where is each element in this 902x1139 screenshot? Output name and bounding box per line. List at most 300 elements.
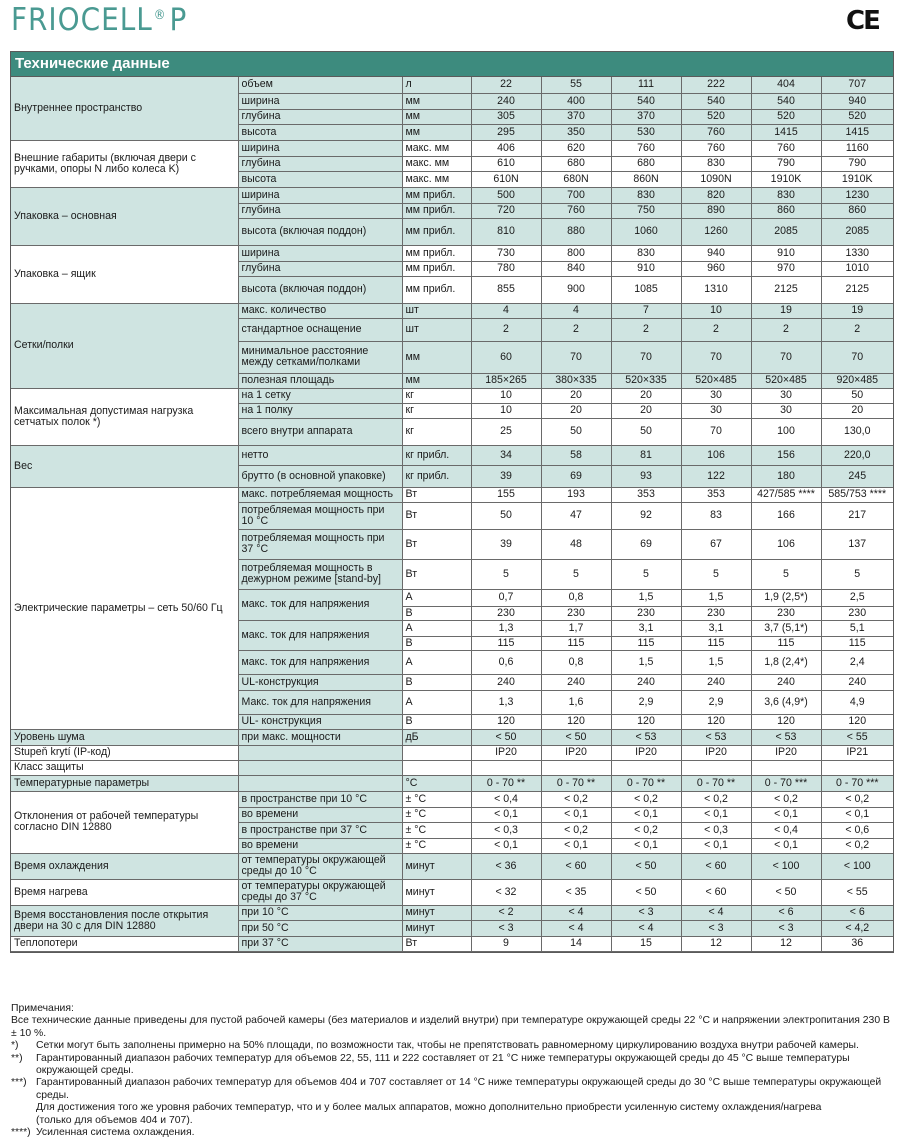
value-cell: < 3 [471, 920, 541, 936]
group-label: Вес [11, 445, 238, 487]
value-cell: < 60 [541, 853, 611, 879]
value-cell: 750 [611, 203, 681, 218]
value-cell: 0 - 70 *** [751, 775, 821, 791]
value-cell: 120 [471, 714, 541, 729]
value-cell: 70 [541, 341, 611, 373]
brand-logo [11, 2, 187, 38]
param-cell: глубина [238, 203, 402, 218]
value-cell: 0 - 70 *** [821, 775, 893, 791]
note-text: Все технические данные приведены для пустой рабочей камеры (без материалов и изделий внутри) при температуре окружающей среды 22 °C и напряжении электропитания 230 В ± 10 %. [11, 1015, 890, 1039]
value-cell: 122 [681, 465, 751, 487]
value-cell: 50 [821, 388, 893, 403]
value-cell: 353 [681, 487, 751, 502]
value-cell: 2 [821, 318, 893, 341]
value-cell: 427/585 **** [751, 487, 821, 502]
value-cell: 230 [751, 606, 821, 620]
note-line [11, 1015, 896, 1040]
param-cell: UL- конструкция [238, 714, 402, 729]
param-cell: макс. ток для напряжения [238, 589, 402, 620]
param-cell: брутто (в основной упаковке) [238, 465, 402, 487]
value-cell: 940 [821, 93, 893, 109]
value-cell: < 0,1 [611, 838, 681, 853]
value-cell: 0,6 [471, 650, 541, 674]
unit-cell: минут [402, 920, 471, 936]
value-cell: < 53 [611, 729, 681, 745]
param-cell: при 37 °C [238, 936, 402, 951]
value-cell: 295 [471, 124, 541, 140]
unit-cell: кг [402, 388, 471, 403]
value-cell: 1,5 [611, 589, 681, 606]
notes-section [11, 1003, 896, 1139]
value-cell: 222 [681, 77, 751, 93]
value-cell: 115 [821, 636, 893, 650]
group-label: Stupeň krytí (IP-код) [11, 745, 238, 760]
param-cell: всего внутри аппарата [238, 418, 402, 445]
param-cell: стандартное оснащение [238, 318, 402, 341]
param-cell: глубина [238, 156, 402, 171]
value-cell: 220,0 [821, 445, 893, 465]
unit-cell: ± °C [402, 822, 471, 838]
table-body [11, 77, 893, 951]
table-row [11, 303, 893, 318]
value-cell: IP20 [751, 745, 821, 760]
value-cell: 910 [611, 261, 681, 276]
value-cell: 1415 [751, 124, 821, 140]
value-cell: 1,6 [541, 690, 611, 714]
value-cell: 800 [541, 245, 611, 261]
value-cell: 1,8 (2,4*) [751, 650, 821, 674]
value-cell: 240 [541, 674, 611, 690]
value-cell: 790 [751, 156, 821, 171]
unit-cell: мм прибл. [402, 245, 471, 261]
tech-data-table [11, 77, 893, 952]
value-cell: 760 [751, 140, 821, 156]
value-cell: 240 [751, 674, 821, 690]
value-cell: 14 [541, 936, 611, 951]
group-label: Температурные параметры [11, 775, 238, 791]
value-cell: < 4 [681, 905, 751, 920]
value-cell: 1230 [821, 187, 893, 203]
table-row [11, 905, 893, 920]
table-row [11, 853, 893, 879]
value-cell: 3,1 [611, 620, 681, 636]
note-line [11, 1115, 896, 1127]
value-cell: 240 [471, 674, 541, 690]
note-text: (только для объемов 404 и 707). [36, 1114, 193, 1126]
value-cell: 120 [681, 714, 751, 729]
note-text: Для достижения того же уровня рабочих температур, что и у более малых аппаратов, можно дополнительно приобрести усиленную систему охлаждения/нагрева [36, 1102, 822, 1114]
unit-cell: A [402, 620, 471, 636]
value-cell: 2125 [751, 276, 821, 303]
value-cell: < 0,4 [751, 822, 821, 838]
unit-cell: ± °C [402, 807, 471, 822]
value-cell: 69 [541, 465, 611, 487]
unit-cell: Вт [402, 559, 471, 589]
value-cell: 120 [821, 714, 893, 729]
value-cell: < 4,2 [821, 920, 893, 936]
note-marker: ***) [11, 1077, 27, 1089]
unit-cell: л [402, 77, 471, 93]
unit-cell: Вт [402, 487, 471, 502]
value-cell: IP20 [471, 745, 541, 760]
value-cell: < 3 [611, 905, 681, 920]
value-cell: 115 [611, 636, 681, 650]
value-cell: 156 [751, 445, 821, 465]
value-cell: 890 [681, 203, 751, 218]
value-cell: 1260 [681, 218, 751, 245]
value-cell: 350 [541, 124, 611, 140]
group-label: Теплопотери [11, 936, 238, 951]
notes-heading: Примечания: [11, 1003, 74, 1014]
value-cell: 5,1 [821, 620, 893, 636]
value-cell: 30 [751, 403, 821, 418]
value-cell: < 0,2 [821, 791, 893, 807]
unit-cell: мм [402, 373, 471, 388]
value-cell: < 0,1 [751, 807, 821, 822]
param-cell: во времени [238, 807, 402, 822]
value-cell: 520×335 [611, 373, 681, 388]
value-cell: 2085 [821, 218, 893, 245]
value-cell: 4 [541, 303, 611, 318]
value-cell: 1910K [751, 171, 821, 187]
param-cell: потребляемая мощность при 10 °C [238, 502, 402, 529]
value-cell: < 0,2 [611, 822, 681, 838]
value-cell: 3,7 (5,1*) [751, 620, 821, 636]
param-cell: от температуры окружающей среды до 10 °C [238, 853, 402, 879]
unit-cell: макс. мм [402, 171, 471, 187]
value-cell: 70 [821, 341, 893, 373]
value-cell: 2,9 [611, 690, 681, 714]
value-cell: < 0,1 [611, 807, 681, 822]
value-cell: 20 [821, 403, 893, 418]
value-cell: < 0,1 [681, 838, 751, 853]
unit-cell: мм [402, 93, 471, 109]
note-marker: **) [11, 1052, 23, 1064]
value-cell: 22 [471, 77, 541, 93]
value-cell: < 32 [471, 879, 541, 905]
group-label: Упаковка – ящик [11, 245, 238, 303]
table-row [11, 245, 893, 261]
table-row [11, 729, 893, 745]
value-cell: 1060 [611, 218, 681, 245]
param-cell: нетто [238, 445, 402, 465]
param-cell: при 50 °C [238, 920, 402, 936]
note-line [11, 1077, 896, 1102]
value-cell [821, 760, 893, 775]
unit-cell: мм прибл. [402, 218, 471, 245]
value-cell: 36 [821, 936, 893, 951]
note-line [11, 1053, 896, 1078]
value-cell: 1090N [681, 171, 751, 187]
unit-cell: минут [402, 879, 471, 905]
value-cell: 70 [681, 341, 751, 373]
value-cell: < 60 [681, 879, 751, 905]
value-cell: 115 [541, 636, 611, 650]
value-cell: < 0,1 [751, 838, 821, 853]
value-cell: 39 [471, 529, 541, 559]
param-cell: макс. ток для напряжения [238, 620, 402, 650]
value-cell: < 100 [821, 853, 893, 879]
value-cell: 620 [541, 140, 611, 156]
section-title: Технические данные [11, 52, 893, 77]
value-cell: 530 [611, 124, 681, 140]
param-cell: высота [238, 171, 402, 187]
unit-cell: В [402, 606, 471, 620]
param-cell [238, 745, 402, 760]
value-cell: < 0,4 [471, 791, 541, 807]
notes-list [11, 1015, 896, 1139]
value-cell: IP20 [611, 745, 681, 760]
value-cell: 1,3 [471, 620, 541, 636]
table-row [11, 187, 893, 203]
value-cell: 520 [751, 109, 821, 124]
value-cell: 5 [681, 559, 751, 589]
value-cell: 1085 [611, 276, 681, 303]
param-cell: макс. потребляемая мощность [238, 487, 402, 502]
unit-cell: A [402, 690, 471, 714]
unit-cell: °C [402, 775, 471, 791]
value-cell: 406 [471, 140, 541, 156]
unit-cell: кг [402, 403, 471, 418]
value-cell: 50 [611, 418, 681, 445]
unit-cell: мм прибл. [402, 203, 471, 218]
table-row [11, 77, 893, 93]
value-cell: < 6 [821, 905, 893, 920]
value-cell: 1415 [821, 124, 893, 140]
value-cell: 10 [471, 388, 541, 403]
value-cell: 245 [821, 465, 893, 487]
value-cell: 115 [681, 636, 751, 650]
value-cell: 1910K [821, 171, 893, 187]
value-cell: 106 [751, 529, 821, 559]
unit-cell: мм [402, 124, 471, 140]
value-cell: 610 [471, 156, 541, 171]
value-cell: 840 [541, 261, 611, 276]
value-cell: 520 [681, 109, 751, 124]
value-cell: < 0,1 [681, 807, 751, 822]
value-cell: 1,5 [681, 589, 751, 606]
value-cell [471, 760, 541, 775]
value-cell: 720 [471, 203, 541, 218]
value-cell: < 55 [821, 729, 893, 745]
value-cell: 780 [471, 261, 541, 276]
value-cell: IP21 [821, 745, 893, 760]
note-text: Гарантированный диапазон рабочих температур для объемов 22, 55, 111 и 222 составляет от 21 °C ниже температуры окружающей среды до 45 °C выше температуры окружающей среды. [36, 1052, 850, 1077]
group-label: Уровень шума [11, 729, 238, 745]
table-row [11, 936, 893, 951]
table-row [11, 791, 893, 807]
value-cell: 2 [751, 318, 821, 341]
value-cell: 0,7 [471, 589, 541, 606]
value-cell: 20 [541, 388, 611, 403]
value-cell: 370 [611, 109, 681, 124]
unit-cell: ± °C [402, 838, 471, 853]
value-cell: < 55 [821, 879, 893, 905]
value-cell: 540 [681, 93, 751, 109]
group-label: Сетки/полки [11, 303, 238, 388]
value-cell: 39 [471, 465, 541, 487]
value-cell: < 60 [681, 853, 751, 879]
value-cell: 1,3 [471, 690, 541, 714]
note-text: Сетки могут быть заполнены примерно на 50% площади, по возможности так, чтобы не препятствовать равномерному циркулированию воздуха внутри рабочей камеры. [36, 1040, 859, 1052]
value-cell: 2 [541, 318, 611, 341]
value-cell: 0,8 [541, 589, 611, 606]
value-cell: 70 [611, 341, 681, 373]
value-cell: 30 [751, 388, 821, 403]
value-cell: < 50 [541, 729, 611, 745]
param-cell: глубина [238, 109, 402, 124]
unit-cell: мм [402, 341, 471, 373]
value-cell: 230 [611, 606, 681, 620]
param-cell: высота (включая поддон) [238, 218, 402, 245]
value-cell: 610N [471, 171, 541, 187]
value-cell: < 3 [681, 920, 751, 936]
value-cell: 3,1 [681, 620, 751, 636]
value-cell: 120 [541, 714, 611, 729]
value-cell: 1160 [821, 140, 893, 156]
value-cell: < 50 [751, 879, 821, 905]
unit-cell: минут [402, 905, 471, 920]
param-cell: потребляемая мощность при 37 °C [238, 529, 402, 559]
value-cell: < 2 [471, 905, 541, 920]
value-cell: 20 [611, 403, 681, 418]
value-cell: 12 [681, 936, 751, 951]
unit-cell: A [402, 589, 471, 606]
value-cell: 585/753 **** [821, 487, 893, 502]
value-cell: 400 [541, 93, 611, 109]
value-cell: < 50 [611, 879, 681, 905]
note-indent [11, 1115, 36, 1127]
value-cell [681, 760, 751, 775]
value-cell: 20 [541, 403, 611, 418]
unit-cell: мм прибл. [402, 187, 471, 203]
value-cell: < 0,1 [471, 807, 541, 822]
value-cell: 55 [541, 77, 611, 93]
value-cell: 2,5 [821, 589, 893, 606]
value-cell: 1,9 (2,5*) [751, 589, 821, 606]
value-cell: 305 [471, 109, 541, 124]
value-cell: 830 [681, 156, 751, 171]
value-cell: 193 [541, 487, 611, 502]
value-cell: 30 [681, 388, 751, 403]
param-cell: во времени [238, 838, 402, 853]
value-cell: 5 [611, 559, 681, 589]
param-cell: в пространстве при 10 °C [238, 791, 402, 807]
value-cell: 680 [541, 156, 611, 171]
value-cell: 15 [611, 936, 681, 951]
value-cell: 70 [751, 341, 821, 373]
param-cell [238, 775, 402, 791]
param-cell: минимальное расстояние между сетками/полками [238, 341, 402, 373]
value-cell: 520 [821, 109, 893, 124]
param-cell: UL-конструкция [238, 674, 402, 690]
value-cell: 50 [471, 502, 541, 529]
value-cell: < 0,3 [471, 822, 541, 838]
param-cell: потребляемая мощность в дежурном режиме [stand-by] [238, 559, 402, 589]
value-cell: 12 [751, 936, 821, 951]
unit-cell [402, 760, 471, 775]
table-row [11, 445, 893, 465]
param-cell: макс. количество [238, 303, 402, 318]
value-cell: 940 [681, 245, 751, 261]
value-cell: 240 [471, 93, 541, 109]
note-text: Усиленная система охлаждения. [36, 1127, 195, 1139]
value-cell: 2,9 [681, 690, 751, 714]
value-cell: IP20 [541, 745, 611, 760]
value-cell: 30 [681, 403, 751, 418]
value-cell: 760 [681, 140, 751, 156]
param-cell: объем [238, 77, 402, 93]
value-cell: 7 [611, 303, 681, 318]
value-cell: 120 [611, 714, 681, 729]
unit-cell: шт [402, 318, 471, 341]
value-cell: 520×485 [681, 373, 751, 388]
value-cell: 830 [611, 245, 681, 261]
value-cell: 137 [821, 529, 893, 559]
value-cell: 1,5 [611, 650, 681, 674]
value-cell: < 6 [751, 905, 821, 920]
value-cell: 9 [471, 936, 541, 951]
param-cell: на 1 полку [238, 403, 402, 418]
note-marker: ****) [11, 1127, 31, 1139]
param-cell: в пространстве при 37 °C [238, 822, 402, 838]
unit-cell: макс. мм [402, 140, 471, 156]
value-cell: 1,5 [681, 650, 751, 674]
value-cell: < 0,2 [751, 791, 821, 807]
param-cell: ширина [238, 187, 402, 203]
value-cell: 5 [471, 559, 541, 589]
note-line [11, 1127, 896, 1139]
value-cell: < 0,1 [471, 838, 541, 853]
group-label: Время охлаждения [11, 853, 238, 879]
value-cell: < 50 [471, 729, 541, 745]
value-cell: < 0,1 [541, 807, 611, 822]
value-cell: < 0,2 [681, 791, 751, 807]
param-cell: при макс. мощности [238, 729, 402, 745]
value-cell: < 0,2 [611, 791, 681, 807]
value-cell: 830 [611, 187, 681, 203]
value-cell: 500 [471, 187, 541, 203]
group-label: Электрические параметры – сеть 50/60 Гц [11, 487, 238, 729]
table-row [11, 760, 893, 775]
value-cell: < 0,3 [681, 822, 751, 838]
value-cell: 47 [541, 502, 611, 529]
param-cell: высота (включая поддон) [238, 276, 402, 303]
value-cell: 860N [611, 171, 681, 187]
value-cell: 680 [611, 156, 681, 171]
unit-cell: Вт [402, 936, 471, 951]
value-cell: 100 [751, 418, 821, 445]
tech-data-sheet [10, 51, 894, 953]
note-line [11, 1040, 896, 1052]
unit-cell: шт [402, 303, 471, 318]
value-cell: 880 [541, 218, 611, 245]
value-cell: < 50 [611, 853, 681, 879]
value-cell: 540 [611, 93, 681, 109]
value-cell: 353 [611, 487, 681, 502]
value-cell: 370 [541, 109, 611, 124]
value-cell: 185×265 [471, 373, 541, 388]
value-cell: 20 [611, 388, 681, 403]
value-cell: 820 [681, 187, 751, 203]
value-cell: 2 [681, 318, 751, 341]
value-cell [751, 760, 821, 775]
value-cell: 540 [751, 93, 821, 109]
value-cell: 81 [611, 445, 681, 465]
value-cell: 93 [611, 465, 681, 487]
param-cell: полезная площадь [238, 373, 402, 388]
value-cell: < 36 [471, 853, 541, 879]
